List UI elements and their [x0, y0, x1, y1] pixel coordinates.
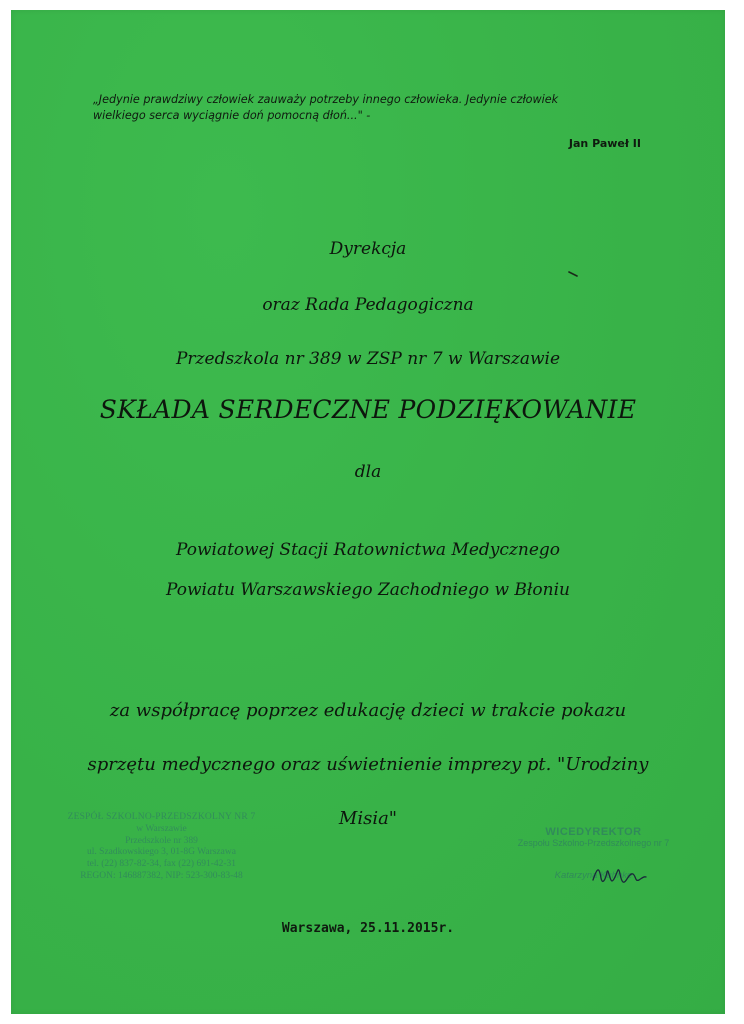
heading-line-1: Dyrekcja — [329, 239, 407, 259]
vice-stamp-subtitle: Zespołu Szkolno-Przedszkolnego nr 7 — [517, 838, 670, 848]
recipient-line-2: Powiatu Warszawskiego Zachodniego w Błoniu — [166, 580, 570, 600]
stamp-line-6: REGON: 146887382, NIP: 523-300-83-48 — [80, 870, 243, 881]
stamp-line-3: Przedszkole nr 389 — [125, 835, 198, 846]
heading-line-3: Przedszkola nr 389 w ZSP nr 7 w Warszawie — [175, 349, 561, 369]
quote-text: „Jedynie prawdziwy człowiek zauważy potrzeby innego człowieka. Jedynie człowiek wielkiego serca wyciągnie doń pomocną dłoń..." - — [93, 93, 559, 122]
vice-stamp-name: Katarzyna Kuhnke — [554, 870, 633, 881]
school-stamp — [59, 812, 264, 883]
heading-line-2: oraz Rada Pedagogiczna — [262, 295, 474, 315]
certificate-title: SKŁADA SERDECZNE PODZIĘKOWANIE — [99, 395, 637, 424]
stamp-line-4: ul. Szadkowskiego 3, 01-8G Warszawa — [87, 847, 236, 858]
reason-line-3: Misia" — [338, 808, 398, 829]
vice-stamp-title: WICEDYREKTOR — [545, 826, 642, 838]
quote-author: Jan Paweł II — [568, 137, 641, 150]
reason-line-2: sprzętu medycznego oraz uświetnienie imprezy pt. "Urodziny — [87, 754, 649, 775]
stamp-line-2: w Warszawie — [136, 823, 187, 834]
issue-date: Warszawa, 25.11.2015r. — [281, 921, 455, 936]
recipient-line-1: Powiatowej Stacji Ratownictwa Medycznego — [175, 540, 561, 560]
handwritten-signature — [589, 858, 649, 894]
ink-speck — [568, 270, 580, 278]
stamp-line-5: tel. (22) 837-82-34, fax (22) 691-42-31 — [86, 859, 237, 870]
reason-line-1: za współpracę poprzez edukację dzieci w trakcie pokazu — [109, 700, 627, 721]
diploma-sheet — [11, 10, 725, 1014]
for-word: dla — [354, 462, 382, 482]
stamp-line-1: ZESPÓŁ SZKOLNO-PRZEDSZKOLNY NR 7 — [67, 812, 256, 822]
